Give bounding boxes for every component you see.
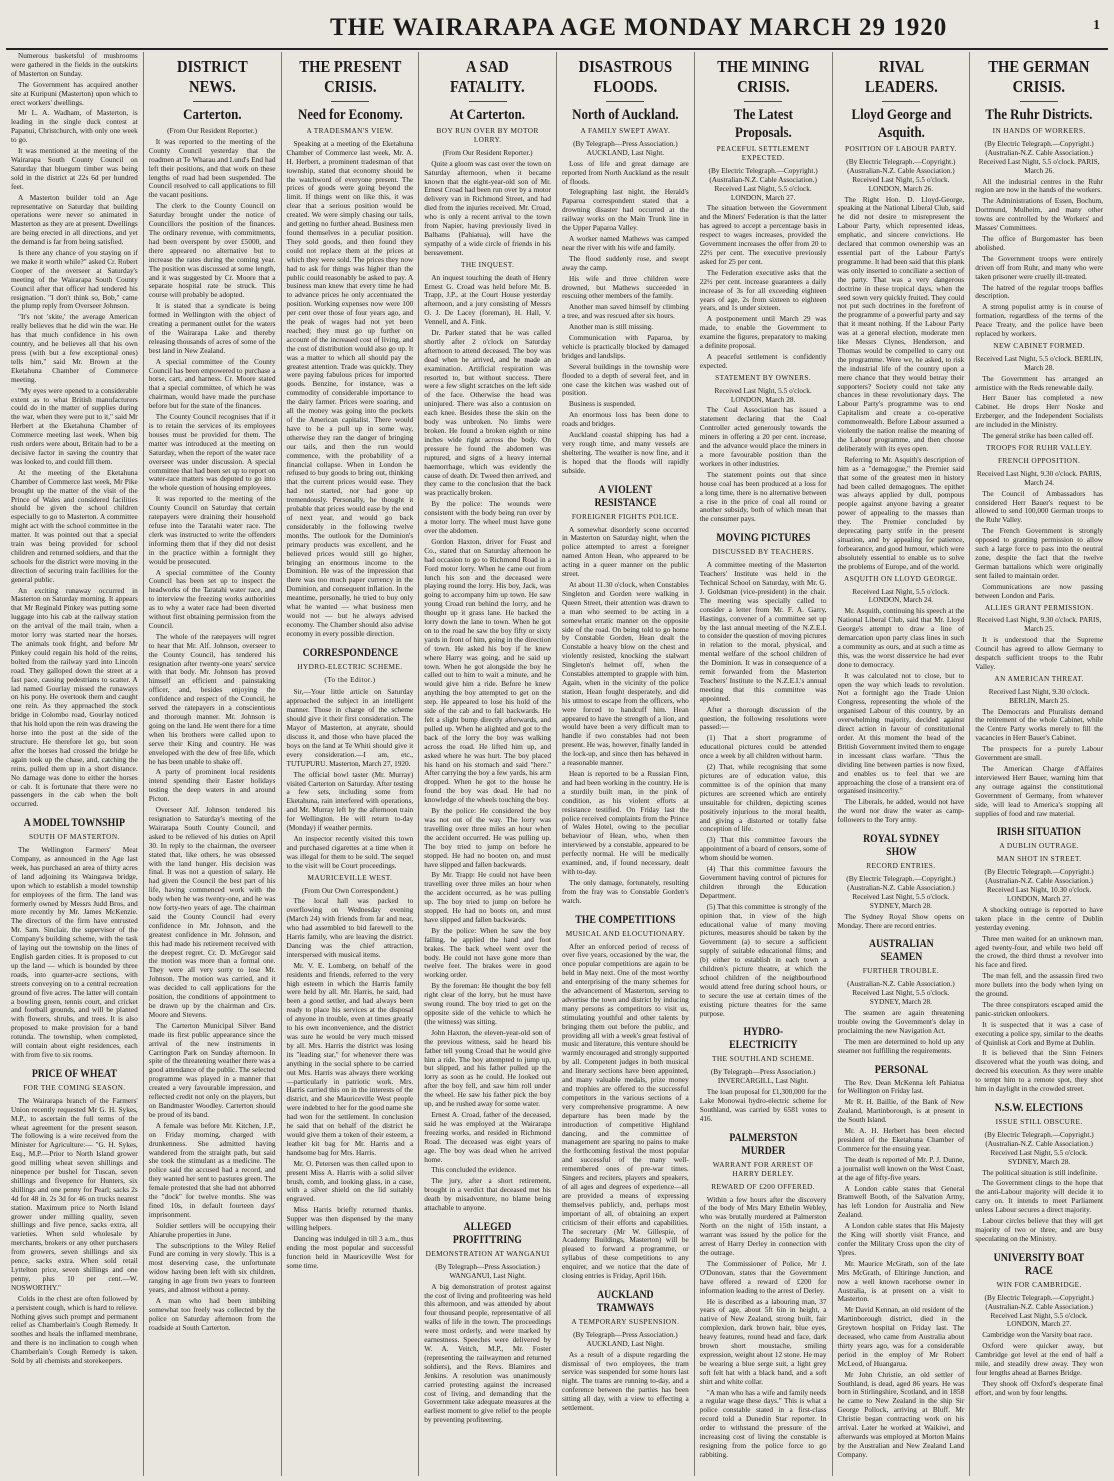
article-subheadline: The Ruhr Districts. [985,107,1093,123]
paragraph: By the police: The wounds were consistent with the body being run over by a motor lorry. The wheel must have gone over the abdomen. [424,499,551,535]
section-subheading: POSITION OF LABOUR PARTY. [845,144,957,153]
paragraph: The Sydney Royal Show opens on Monday. There are record entries. [837,911,965,930]
paragraph: A worker named Mathews was camped near the river with his wife and family. [562,233,689,252]
section-subheading: PEACEFUL SETTLEMENT EXPECTED. [716,144,810,162]
paragraph: Colds in the chest are often followed by a persistent cough, which is hard to relieve. Nothing gives such prompt and permanent relief as Chamberlain's Cough Remedy. It soothes and heals the inflamed membrane, and there is no inclination to cough when Chamberlain's Cough Remedy is taken. Sold by all chemists and storekeepers. [11,1293,138,1366]
paragraph: Mr. V. E. Lomberg, on behalf of the residents and friends, referred to the very high esteem in which the Harris family were held by all. Mr. Harris, he said, had been a good settler, and had always been ready to place his services at the disposal of anyone in trouble, even at times greatly to his own inconvenience, and the district was sure he would be very much missed by all. Mrs. Harris the district was losing its "leading star," for whenever there was anything in the social sphere to be carried out Mrs. Harris was always there working—particularly in patriotic work. Mrs. Harris carried this on in the interests of the district, and she Mauriceville West people were indebted to her for the good name she had won for the settlement. In conclusion he said that on behalf of the district he would give them a token of their esteem, a leather kit bag for Mr. Harris and a handsome bag for Mrs. Harris. [286,960,414,1157]
paragraph: A somewhat disorderly scene occurred in Masterton on Saturday night, when the police attempted to arrest a foreigner named Anton Hean, who appeared to be acting in a queer manner on the public street. [562,524,689,579]
paragraph: Mr. A. H. Herbert has been elected president of the Eketahuna Chamber of Commerce for the ensuing year. [837,1126,965,1153]
paragraph: Another man is still missing. [569,322,654,332]
section-heading: AUCKLAND TRAMWAYS [596,1288,654,1314]
byline: (By Electric Telegraph.—Copyright.) (Australian-N.Z. Cable Association.) Received Last Night, 5.5 o'clock. LONDON, March 27. [984,1292,1094,1329]
paragraph: The Commissioner of Police, Mr J. O'Donovan, states that the Government have offered a reward of £200 for information leading to the arrest of Derley. [699,1258,827,1295]
section-heading: A VIOLENT RESISTANCE [594,483,657,509]
article-headline: DISTRICT NEWS. [176,57,248,96]
paragraph: Business is suspended. [569,399,636,409]
paragraph: A Masterton builder told an Age representative on Saturday that building operations were never so animated in Masterton as they are at present. Dwellings are being erected in all directions, and yet the demand is far from being satisfied. [11,192,138,247]
paragraph: Dancing was indulged in till 3 a.m., thus ending the most popular and successful function held in Mauriceville West for some time. [286,1233,414,1270]
paragraph: The statement points out that since house coal has been produced at a loss for a long time, there is no alternative between a rise in the price of coal all round or another subsidy, both of which mean that the consumer pays. [699,469,827,524]
paragraph: The seamen are again threatening trouble owing the Government's delay in proclaiming the new Navigation Act. [837,1008,965,1035]
paragraph: He is described as a labouring man, 37 years of age, about 5ft 6in in height, a native of New Zealand, strong built, fair complexion, dark brown hair, blue eyes, heavy features, round head and face, dark brown short moustache, smiling expression, weight about 12 stone. He may be wearing a blue serge suit, a light grey soft felt hat with a black band, and a soft shirt and white collar. [699,1296,827,1386]
section-subheading: STATEMENT BY OWNERS. [715,372,812,382]
section-subheading: WIN FOR CAMBRIDGE. [996,1279,1082,1289]
paragraph: An exciting runaway occurred in Masterton on Saturday morning. It appears that Mr Reginald Pinkey was putting some luggage into his cab at the railway station on the arrival of the mail train, when a motor lorry was started near the horses. The animals took fright, and before Mr Pinkey could regain his hold of the reins, bolted from the railway yard into Lincoln road. They galloped down the street at a fast pace, causing pedestrians to scatter. A lad named Gourlay missed the runaways on his pony. He overtook them and caught one rein. As they approached the stock bridge in Colombo road, Gourlay noticed that his hold upon the rein was drawing the horse into the post at the side of the structure. He therefore let go, but soon after the horses had crossed the bridge he again took up the chase, and, catching the reins, pulled them up in a short distance. No damage was done to either the horses or cab. It is fortunate that there were no passengers in the cab when the bolt occurred. [11,585,138,809]
paragraph: The French Government is strongly opposed to granting permission to allow such a large force to pass into the neutral zone, despite the fact that the twelve German battalions which were originally sent failed to maintain order. [975,526,1103,580]
article-headline: DISASTROUS FLOODS. [578,57,673,96]
byline: (By Electric Telegraph.—Copyright.) (Australian-N.Z. Cable Association.) Received Last Night, 5.5 o'clock. LONDON, March 27. [708,165,818,202]
paragraph: Miss Harris briefly returned thanks. Supper was then dispensed by the many willing helpers. [286,1205,414,1233]
headline-rule [744,101,782,102]
paragraph: Is there any chance of you staying on if we make it worth while?" asked Cr. Robert Cooper of the overseer at Saturday's meeting of the Wairarapa South County Council after that officer had tendered his resignation. "I don't think so, Bob," came the plump reply from Overseer Johnson. [11,248,138,311]
paragraph: Another man saved himself by climbing a tree, and was rescued after six hours. [562,302,689,321]
paragraph: The official bowl taster (Mr. Murray) visited Carterton on Saturday. After testing a few sets, including some from Eketahuna, rain interfered with operations, and Mr. Murray left by the afternoon train for Wellington. He will return to-day (Monday) if weather permits. [286,769,414,833]
paragraph: Mr. O. Petersen was then called upon to present Miss A. Harris with a solid silver brush, comb, and looking glass, in a case, with a silver shield on the lid suitably engraved. [286,1158,414,1204]
section-subheading: FOREIGNER FIGHTS POLICE. [571,511,679,521]
paragraph: His wife and three children were drowned, but Mathews succeeded in rescuing other members of the family. [562,273,689,301]
section-subheading: IN HANDS OF WORKERS. [992,126,1086,135]
byline: (From Our Own Correspondent.) [301,885,399,895]
section-subheading: BOY RUN OVER BY MOTOR LORRY. [436,126,539,144]
paragraph: The Coal Association has issued a statement declaring that the Coal Controller acted generously towards the miners in offering a 20 per cent. increase, and the advance would place the miners in a more favourable position than the workers in other industries. [699,405,827,468]
paragraph: A strong populist army is in course of formation, regardless of the terms of the Peace Treaty, and the police have been replaced by workers. [975,302,1103,339]
paragraph: Dr. Parker stated that he was called shortly after 2 o'clock on Saturday afternoon to attend deceased. The boy was dead when he arrived, and he made an examination. Artificial respiration was resorted to, but without success. There were a few slight scratches on the left side of the face. Otherwise the head was uninjured. There was also a contusion on each knee. Besides these the skin on the body was unbroken. No limbs were broken. He found a broken eighth or nine inches wide right across the body. On pressure he found the abdomen was ruptured, and signs of a heavy internal haemorrhage, which was evidently the cause of death. Dr. Tweed then arrived, and they came to the conclusion that the back was practically broken. [424,328,551,498]
paragraph: Ernest A. Croad, father of the deceased, said he was employed at the Wairarapa freezing works, and resided in Richmond Road. The deceased was eight years of age. The boy was dead when he arrived home. [424,1109,551,1164]
paragraph: Herr Bauer has completed a new Cabinet. He drops Herr Noske and Erzberger, and the Independent Socialists are included in the Ministry. [975,393,1103,430]
article-subheadline: At Carterton. [450,107,526,123]
section-heading: PALMERSTON MURDER [729,1131,798,1157]
column-2 [144,52,282,1476]
page-number: 1 [1093,18,1100,33]
article-headline: THE PRESENT CRISIS. [298,57,401,96]
paragraph: The County Council recognises that if it is to retain the services of its employees houses must be provided for them. The matter was introduced at the meeting on Saturday, when the report of the water race overseer was under discussion. A special committee that had been set up to report on water-race matters was deputed to go into the whole question of housing employees. [148,412,276,493]
paragraph: The Government clings to the hope that the anti-Labour majority will decide it to carry on. It intends to meet Parliament unless Labour secures a direct majority. [975,1178,1103,1215]
paragraph: Mr L. A. Wadham, of Masterton, is leading in the single duck contest at Papanui, Christchurch, with only one week to go. [11,108,138,145]
paragraph: At about 11.30 o'clock, when Constables Singleton and Gorden were walking in Queen Street, their attention was drawn to a man who seemed to be acting in a somewhat erratic manner on the opposite side of the road. On being told to go home by Constable Gorden, Hean dealt the Constable a heavy blow on the chest and violently resisted, knocking the stalwart Singleton's helmet off, when the Constables attempted to grapple with him. Again, when in the vicinity of the police station, Hean fought desperately, and did his utmost to escape from the officers, who were forced to handcuff him. Hean appeared to have the strength of a lion, and would have been a very difficult man to handle if two constables had not been present. He was, however, finally landed in the lock-up, and since then has behaved in a reasonable manner. [562,579,689,768]
paragraph: The flood suddenly rose, and swept away the camp. [562,253,689,272]
column-7 [833,52,971,1476]
masthead [0,0,1114,42]
byline: (By Electric Telegraph.—Copyright.) (Australian-N.Z. Cable Association.) Received Last Night, 5.5 o'clock. SYDNEY, March 28. [846,873,956,910]
paragraph: By the foreman: He thought the boy fell right clear of the lorry, but he must have swung round. The boy tried to get on the opposite side of the vehicle to which he (the witness) was sitting. [424,981,551,1026]
byline: (By Electric Telegraph.—Copyright.) (Australian-N.Z. Cable Association.) Received Last Night, 5.5 o'clock. SYDNEY, March 28. [984,1129,1094,1166]
section-subheading: A TEMPORARY SUSPENSION. [571,1316,680,1326]
paragraph: It is suspected that it was a case of executing a police spy, similar to the deaths of Quinlisk at Cork and Byrne at Dublin. [975,1019,1103,1047]
column-6 [695,52,833,1476]
paragraph: (1) That a short programme of educational pictures could be attended once a week by all children without harm. [699,733,827,761]
paragraph: The general strike has been called off. [982,431,1094,441]
paragraph: A party of prominent local residents intend spending their Easter holidays testing the deep waters in and around Picton. [148,767,276,804]
paragraph: The Wellington Farmers' Meat Company, as announced in the Age last week, has purchased an area of thirty acres of land adjoining its Waingawa bridge, upon which to establish a model township for employees of the firm. The land was formerly owned by Messrs Judd Bros, and more recently by Mr. James McKenzie. The directors of the firm have entrusted Mr. Sam. Sinclair, the supervisor of the Company's building scheme, with the task of laying out the township on the lines of English garden cities. It is proposed to cut up the land — which is bounded by three roads, into quarter-acre sections, with streets conveying on to a central recreation ground of five acres. The latter will contain a bowling green, tennis court, and cricket and football grounds, and will be planted with flowers, shrubs, and trees. It is also proposed to make provision for a band rotunda. The township, when completed, will contain about eight residences, each with from five to six rooms. [11,845,138,1059]
byline: (By Telegraph—Press Association.) AUCKLAND, Last Night. [573,138,678,157]
paragraph: The only damage, fortunately, resulting from the fray was to Constable Gorden's watch. [562,877,689,905]
section-subheading: DISCUSSED BY TEACHERS. [712,547,814,557]
masthead-title: THE WAIRARAPA AGE MONDAY MARCH 29 1920 [330,14,948,41]
section-heading: MOVING PICTURES [716,532,811,545]
paragraph: A special committee of the County Council has been set up to inspect the headworks of the Taratahi water race, and to interview the freezing works authorities as to why a water race had been diverted without first obtaining permission from the Council. [148,567,276,630]
paragraph: The Liberals, he added, would not have the word nor draw the water as camp-followers to the Tory army. [837,797,965,825]
section-subheading: MAURICEVILLE WEST. [307,872,393,882]
paragraph: Three men waited for an unknown man, aged twenty-four, and while two held off the crowd, the third thrust a revolver into his face and fired. [975,933,1103,970]
paragraph: Communication with Paparoa, by vehicle is practically blocked by damaged bridges and landslips. [562,333,689,360]
paragraph: Quite a gloom was cast over the town on Saturday afternoon, when it became known that the eight-year-old son of Mr. Ernest Croad had been run over by a motor delivery van in Richmond Street, and had died from the injuries received. Mr. Croad, who is only a recent arrival to the town from Napier, having previously lived in Balhams (Pahiatua), will have the sympathy of a wide circle of friends in his bereavement. [424,158,551,257]
paragraph: A special committee of the County Council has been empowered to purchase a horse, cart, and harness. Cr. Moore stated that a special committee, of which he was chairman, would have made the purchase before but for the state of the finances. [148,356,276,411]
section-subheading: ASQUITH ON LLOYD GEORGE. [843,573,958,583]
section-subheading: FRENCH OPPOSITION. [998,455,1081,465]
section-heading: ALLEGED PROFITTRING [453,1220,523,1246]
section-heading: ROYAL SYDNEY SHOW [862,833,940,859]
byline: (By Electric Telegraph.—Copyright.) (Australian-N.Z. Cable Association.) Received Last Night, 5.5 o'clock. LONDON, March 26. [846,156,956,193]
headline-rule [1020,101,1058,102]
paragraph: Overseer Alf. Johnson tendered his resignation to Saturday's meeting of the Wairarapa South County Council, and asked to be relieved of his duties on April 30. In reply to the chairman, the overseer stated that, like others, he was obsessed with the land hunger. His decision was final. It was not a question of salary. He had given the Council the best part of his life, having commenced work with the body when he was twenty-one, and he was now forty-two years of age. The chairman said the County Council had every confidence in Mr. Johnson, and the greatest confidence in Mr. Johnson, and this had made his retirement received with the deepest regret. Cr. D. McGregor said the motion was more than a formal one. They were all very sorry to lose Mr. Johnson. The motion was carried, and it was decided to call applications for the position, the conditions of appointment to be drawn up by the chairman and Crs. Moore and Stevens. [148,805,276,1019]
column-4 [419,52,557,1476]
paragraph: The American Charge d'Affaires interviewed Herr Bauer, warning him that any outrage against the constitutional Government of Germany, from whatever side, will lead to America's stopping all supplies of food and raw material. [975,764,1103,818]
section-subheading: MAN SHOT IN STREET. [996,854,1082,864]
paragraph: Speaking at a meeting of the Eketahuna Chamber of Commerce last week, Mr. A. H. Herbert, a prominent tradesman of that township, stated that economy should be the watchword of everyone present. The prices of goods were going beyond the limit. If things went on like this, it was clear that a serious position would be created. We were simply chasing our tails, and getting no further ahead. Business men found themselves in a peculiar position. They sold goods, and then found they could not replace them at the prices at which they were sold. The prices they now had to ask for things was higher than the public could reasonably be asked to pay. A business man knew that every time he had to advance prices he only accentuated the position. Working expenses now were 100 per cent over those of four years ago, and the peak of wages had not yet been reached; they must go up further on account of the increased cost of living, and the cost of distribution would also go up. It was a matter to which all should pay the greatest attention. Trade was quickly. They were paying fabulous prices for imported goods. Benzine, for instance, was a commodity of considerable importance to the dairy farmer. Prices were soaring, and all the money was going into the pockets of the American capitalist. There would have to be a pull up in some way, otherwise they ran the danger of bringing our tails, and then the run would commence, with the probability of a financial collapse. When in London he refused to buy goods to bring out, thinking that the current prices would ease. They had not started, nor had gone up tremendously. Personally, he thought it probable that prices would ease by the end of next year, and would go back considerably in the following twelve months. The outlook for the Dominion's primary products was excellent, and he believed prices would still go higher, bringing an enormous income to the Dominion. He was of the impression that there was too much paper currency in the Dominion, and consequent inflation. In the meantime, personally, he tried to buy only what he wanted — what business men would not — but he always advised economy. The Chamber should also advise economy in every possible direction. [286,138,414,638]
paragraph: The situation between the Government and the Miners' Federation is that the latter has agreed to accept a percentage basis in respect to wages increases, provided the Government increases the offer from 20 to 22½ per cent. The executive previously asked for 25 per cent. [699,203,827,266]
paragraph: Mr John Christie, an old settler of Southland, is dead, aged 86 years. He was born in Stirlingshire, Scotland, and in 1858 he came to New Zealand in the ship Sir George Pollock, arriving at Bluff. Mr Christie began contracting work on his arrival. Later he worked at Waikiwi, and afterwards was employed at Morton Mains by the Australian and New Zealand Land Company. [837,1369,965,1459]
byline: (By Telegraph—Press Association.) INVERCARGILL, Last Night. [710,1067,816,1086]
byline: Received Last Night, 9.30 o'clock. PARIS, March 25. [976,615,1102,634]
article-subheadline: Carterton. [182,107,242,123]
paragraph: By the police: When he saw the boy falling, he applied the hand and foot brakes. The back wheel went over the body. He could not have gone more than twelve feet. The brakes were in good working order. [424,925,551,980]
section-subheading: NEW CABINET FORMED. [993,340,1085,350]
paragraph: The office of Burgomaster has been abolished. [975,233,1103,252]
article-subheadline: The Latest Proposals. [733,107,793,141]
paragraph: Mr. Asquith, continuing his speech at the National Liberal Club, said that Mr. Lloyd George's attempt to draw a line of demarcation upon party class lines in such a community as ours, and at such a time as this, was the worst disservice he had ever done to democracy. [837,606,965,669]
paragraph: The political situation is still indefinite. [982,1167,1098,1177]
paragraph: Oxford were quicker away, but Cambridge got level at the end of half a mile, and steadily drew away. They won four lengths ahead at Barnes Bridge. [975,1341,1103,1377]
paragraph: The local hall was packed to overflowing on Wednesday evening (March 24) with friends from far and near, who had assembled to bid farewell to the Harris family, who are leaving the district. Dancing was the chief attraction, interspersed with musical items. [286,896,414,959]
byline: (By Electric Telegraph.—Copyright.) (Australian-N.Z. Cable Association.) Received Last Night, 5.5 o'clock. PARIS, March 26. [978,138,1100,175]
paragraph: It is understood that the Supreme Council has agreed to allow Germany to despatch sufficient troops to the Ruhr Valley. [975,635,1103,671]
paragraph: (2) That, while recognising that some pictures are of education value, this committee is of the opinion that many pictures are screened which are entirely unsuitable for children, depicting scenes positively injurious to the moral health, and giving a distorted or totally false conception of life. [699,762,827,834]
section-heading: N.S.W. ELECTIONS [995,1102,1084,1114]
paragraph: Sir,—Your little article on Saturday approached the subject in an intelligent manner. Those in charge of the scheme should give it their first consideration. The Mayor of Masterton, at anyrate, should discuss it, and those who have placed the boys on the land at Te Whiti should give it every consideration.—I am, etc., TUTUPURU. Masterton, March 27, 1920. [286,687,414,768]
article-subheadline: North of Auckland. [572,107,679,123]
paragraph: A shocking outrage is reported to have taken place in the centre of Dublin yesterday evening. [975,904,1103,932]
section-subheading: TROOPS FOR RUHR VALLEY. [986,443,1093,452]
paragraph: An inquest touching the death of Henry Ernest G. Croad was held before Mr. B. Trapp, J.P., at the Court House yesterday afternoon, and a jury consisting of Messrs O. J. De Lacey (foreman), H. Hall, V. Vennell, and A. Fink. [424,272,551,327]
paragraph: The loan proposal for £1,300,000 for the Lake Monowai hydro-electric scheme for Southland, was carried by 6581 votes to 416. [699,1087,827,1123]
paragraph: It was reported to the meeting of the County Council yesterday that the roadmen at Te Wharau and Lund's End had left their positions, and that work on these lengths of road had been suspended. The Council resolved to call applications to fill the vacant positions. [148,136,276,200]
article-headline: RIVAL LEADERS. [864,57,938,96]
column-5 [557,52,695,1476]
byline: (By Telegraph—Press Association.) AUCKLAND, Last Night. [573,1329,678,1348]
article-headline: THE MINING CRISIS. [717,57,810,96]
paragraph: It is stated that a syndicate is being formed in Wellington with the object of creating a permanent outlet for the waters of the Wairarapa Lake and thereby releasing thousands of acres of some of the best land in New Zealand. [148,301,276,355]
section-subheading: A DUBLIN OUTRAGE. [999,841,1079,851]
section-subheading: FURTHER TROUBLE. [862,966,940,976]
paragraph: The Democrats and Pluralists demand the retirement of the whole Cabinet, while the Centre Party works merely to fill the vacancies in Herr Bauer's Cabinet. [975,706,1103,743]
paragraph: Mr David Kennan, an old resident of the Martinborough district, died in the Greytown hospital on Friday last. The deceased, who came from Australia about thirty years ago, was for a considerable period in the employ of Mr Robert McLeod, of Huangarua. [837,1305,965,1368]
paragraph: By the police: He considered the boy was not out of the way. The lorry was travelling over three miles an hour when the accident occurred. He was pulling up. The boy tried to jump on before he stopped. He had no booten on, and must have slipped and fallen backwards. [424,806,551,869]
paragraph: "My eyes were opened to a considerable extent as to what British manufacturers could do in the matter of supplies during the war, when they were put to it," said Mr Herbert at the Eketahuna Chamber of Commerce meeting last week. When big rush orders were about, Britain had to be a decisive factor in saving the country that was looked to, and could fill them. [11,385,138,466]
byline: Received Last Night, 9.30 o'clock. PARIS, March 24. [976,468,1102,487]
paragraph: The Government troops were entirely driven off from Ruhr, and many who were taken prisoner were cruelly ill-treated. [975,253,1103,281]
paragraph: The Rev. Dean McKenna left Pahiatua for Wellington on Friday last. [837,1077,965,1096]
paragraph: A man who had been imbibing somewhat too freely was collected by the police on Saturday afternoon from the roadside at South Carterton. [148,1296,276,1332]
section-subheading: HYDRO-ELECTRIC SCHEME. [297,661,403,671]
paragraph: The man fell, and the assassin fired two more bullets into the body when lying on the ground. [975,971,1103,999]
section-subheading: REWARD OF £200 OFFERED. [711,1181,815,1191]
paragraph: A London cable states that General Bramwell Booth, of the Salvation Army, has left London for Australia and New Zealand. [837,1183,965,1220]
paragraph: A female was before Mr. Kitchen, J.P., on Friday morning, charged with drunkenness. She admitted having wandered from the straight path, but said she took the stimulant as a medicine. The police said the accused had a record, and they wanted her sent to pastures green. The female protested that she had not abhorred the "dock" for twelve months. She was fined 10s, in default fourteen days' imprisonment. [148,1120,276,1219]
section-heading: CORRESPONDENCE [302,646,398,659]
byline: (From Our Resident Reporter.) [442,147,533,157]
byline: Received Last Night, 5.5 o'clock. BERLIN, March 28. [975,353,1103,372]
paragraph: The three conspirators escaped amid the panic-stricken onlookers. [975,999,1103,1018]
paragraph: Telegraphing last night, the Herald's Paparoa correspondent stated that a drowning disaster had occurred at the railway works on the Main Trunk line in the Upper Paparoa Valley. [562,187,689,233]
section-subheading: FOR THE COMING SEASON. [23,1082,126,1092]
paragraph: All the industrial centres in the Ruhr region are now in the hands of the workers. [975,176,1103,195]
section-subheading: THE SOUTHLAND SCHEME. [712,1054,815,1064]
column-3 [282,52,420,1476]
section-heading: AUSTRALIAN SEAMEN [868,938,934,964]
column-1 [6,52,144,1476]
paragraph: The men are determined to hold up any steamer not fulfilling the requirements. [837,1036,965,1055]
paragraph: Communications are now passing between London and Paris. [975,581,1103,600]
paragraph: A postponement until March 29 was made, to enable the Government to examine the figures, preparatory to making a definite proposal. [699,314,827,351]
byline: Received Last Night, 5.5 o'clock. LONDON, March 24. [852,586,950,605]
column-8 [970,52,1108,1476]
paragraph: Hean is reported to be a Russian Finn, and had been working in the country. He is a sturdily built man, in the pink of condition, as his violent efforts at resistance testified. On Friday last the police received complaints from the Prince of Wales Hotel, owing to the peculiar behaviour of Hean, who, when then interviewed by a constable, appeared to be perfectly normal. He will be medically examined, and, if found necessary, dealt with to-day. [562,769,689,876]
news-columns [6,52,1108,1476]
paragraph: (3) That this committee favours the appointment of a board of censors, some of whom should be women. [699,835,827,863]
article-subheadline: Need for Economy. [297,107,403,123]
section-subheading: RECORD ENTRIES. [866,861,936,871]
paragraph: The subscriptions to the Wiley Relief Fund are coming in very slowly. This is a most deserving case, the unfortunate widow having been left with six children, ranging in age from two years to fourteen years, and almost without a penny. [148,1240,276,1295]
masthead-rule [6,48,1108,50]
section-subheading: (To the Editor.) [324,674,376,684]
section-heading: PERSONAL [874,1063,928,1076]
paragraph: The Carterton Municipal Silver Band made its first public appearance since the arrival of the new instruments in Carrington Park on Sunday afternoon. In spite of the threatening weather there was a good attendance of the public. The selected programme was played in a manner that created a very favourable impression, and reflected credit not only on the players, but on Bandmaster Woodley. Carterton should be proud of its band. [148,1020,276,1119]
paragraph: The hatred of the regular troops baffles description. [975,282,1103,301]
paragraph: The Federation executive asks that the 22½ per cent. increase guarantees a daily increase of 3s for all exceeding eighteen years of age, 2s from sixteen to eighteen years, and 1s under sixteen. [699,267,827,313]
article-subheadline: Lloyd George and Asquith. [851,107,951,141]
paragraph: John Haxton, the eleven-year-old son of the previous witness, said he heard his father tell young Croad that he would give him a ride. The boy attempted to jump up, but slipped, and his father pulled up the lorry as soon as he could. He looked out after the boy fell, and saw him roll under the wheel. He saw his father pick the boy up, and he rushed away for some water. [424,1027,551,1109]
paragraph: The Wairarapa branch of the Farmers' Union recently requested Mr G. H. Sykes, M.P., to ascertain the full terms of the wheat agreement for the present season. The following is a wire received from the Minister for Agriculture:— "G. H. Sykes, Esq., M.P.—Prior to North Island grower good milling wheat seven shillings and ninepence per bushel for Tuscan, seven shillings and fivepence for Hunters, six shillings and one penny for Pearl; sacks 2s 4d for 48 in. 2s 3d for 46 on trucks nearest station. Maximum price to North Island grower under milling quality, seven shillings and five pence, sacks extra, all varieties. When sold wholesale by merchants, brokers or any other purchasers from growers, seven shillings and six pence, sacks extra. When sold retail Lyttelton price, seven shillings and one penny, plus 10 per cent.—W. NOSWORTHY." [11,1095,138,1292]
paragraph: A committee meeting of the Masterton Teachers' Institute was held in the Technical School on Saturday, with Mr. G. J. Goldsman (vice-president) in the chair. The meeting was specially called to consider a letter from Mr. F. A. Garry, Hastings, convener of a committee set up by the last annual meeting of the N.Z.E.I. to consider the question of moving pictures in relation to the moral, physical, and mental welfare of the school children of the Dominion. It was in consequence of a remit forwarded from the Masterton Teachers' Institute to the N.Z.E.I.'s annual meeting that this committee was appointed. [699,560,827,703]
section-subheading: SOUTH OF MASTERTON. [29,832,120,842]
paragraph: By Mr. Trapp: He could not have been travelling over three miles an hour when the accident occurred, as he was pulling up. The boy tried to jump on before he stopped. He had no boots on, and must have slipped and fallen backwards. [424,870,551,924]
section-subheading: ALLIES GRANT PERMISSION. [984,602,1094,612]
paragraph: Gordon Haxton, driver for Feast and Co., stated that on Saturday afternoon he had occasion to go to Richmond Road in a Ford motor lorry. When he came out from lunch his son and the deceased were playing round the lorry. His boy, Jack, was going to accompany him up town. He saw young Croad run behind the lorry, and he thought up it grass lane. He backed the lorry down the lane to town. When he got on to the road he saw the boy fifty or sixty yards in front of him, going in the direction of town. He asked his boy if he knew where Harry was going, and he said up town. When he got alongside the boy he called out to him to wait a minute, and he would give him a ride. Before he knew anything the boy attempted to get on the step. He appeared to lose his hold of the side of the cab and to fall backwards. He felt a slight bump directly afterwards, and pulled up. When he alighted and got to the back of the lorry the boy was walking across the road. He lifted him up, and asked where he was hurt. The boy placed his hand on his stomach and said "here." After carrying the boy a few yards, his arm dropped. When he got to the house he found the boy was dead. He had no knowledge of the wheels touching the boy. [424,536,551,805]
section-subheading: ISSUE STILL OBSCURE. [995,1117,1083,1126]
paragraph: It was mentioned at the meeting of the Wairarapa South County Council on Saturday that bluegum timber was being sold in the district at 22s 6d per hundred feet. [11,146,138,191]
section-subheading: MUSICAL AND ELOCUTIONARY. [565,928,685,938]
paragraph: Mr R. H. Baillie, of the Bank of New Zealand, Martinborough, is at present in the South Island. [837,1097,965,1125]
paragraph: Loss of life and great damage are reported from North Auckland as the result of floods. [562,158,689,186]
paragraph: Mr. Maurice McGrath, son of the late Mrs McGrath, of Eltiringe Junction, and now a well known racehorse owner in Australia, is at present on a visit to Masterton. [837,1258,965,1304]
headline-rule [882,101,920,102]
paragraph: Within a few hours after the discovery of the body of Mrs Mary Ethelin Webley, who was brutally murdered at Palmerston North on the night of 15th instant, a warrant was issued by the police for the arrest of Harry Derley in connection with the outrage. [699,1194,827,1257]
section-heading: IRISH SITUATION [996,826,1082,839]
headline-rule [193,101,231,102]
paragraph: At the meeting of the Eketahuna Chamber of Commerce last week, Mr Pike brought up the matter of the visit of the Prince of Wales and considered facilities should be given the school children especially to go to Masterton. A committee might act with the school committee in the matter. It was pointed out that a special train was being provided for school children and returned soldiers, and that the schools for the district were moving in the direction of securing train facilities for the general public. [11,467,138,584]
paragraph: Labour circles believe that they will get majority of two or three, and are busy speculating on the Ministry. [975,1216,1103,1243]
section-subheading: WARRANT FOR ARREST OF HARRY DERLEY. [712,1159,814,1178]
paragraph: (4) That this committee favours the Government having control of pictures for children through the Education Department. [699,864,827,900]
paragraph: It was reported to the meeting of the County Council on Saturday that certain ratepayers were draining their household refuse into the Taratahi water race. The clerk was instructed to write the offenders informing them that if they did not desist in the practice within a fortnight they would be prosecuted. [148,494,276,566]
article-headline: A SAD FATALITY. [450,57,525,96]
section-heading: HYDRO-ELECTRICITY [728,1026,798,1052]
section-subheading: AN AMERICAN THREAT. [994,673,1084,683]
article-headline: THE GERMAN CRISIS. [988,57,1090,96]
paragraph: It was calculated not to close, but to open the way which leads to revolution. Not a fortnight ago the Trade Union Congress, representing the whole of the organised Labour of this country, by an overwhelming majority, decided against direct action in favour of constitutional order. At this moment the head of the British Government invited them to engage in incessant class warfare. "Thus the dividing line between parties is now fixed, and enables us to feel that we are approaching the close of a transient era of organised insincerity." [837,670,965,796]
paragraph: Numerous basketsful of mushrooms were gathered in the fields in the outskirts of Masterton on Sunday. [11,52,138,78]
paragraph: After an enforced period of recess of over five years, occasioned by the war, the once popular competitions are again to be held in May next. One of the most worthy and enterprising of the many schemes for the advancement of Masterton, serving to advertise the town and district by inducing many persons as competitors to visit us, stimulating youthful and other talents by bringing them out before the public, and providing all with a week's great festival of music and literature, this venture should be warmly encouraged and strongly supported by all. Competent judges in both musical and literary sections have been appointed, and many valuable medals, prize money and trophies are offered to the successful competitors in the various sections of a very comprehensive programme. A new departure has been made by the introduction of competitive Highland dancing, and the committee of management are sparing no pains to make the forthcoming festival the most popular and successful of the many well-remembered ones of pre-war times. Singers and reciters, players and speakers, of all ages and degrees of experience—all are provided a means of expressing themselves publicly, and, perhaps most important of all, of obtaining an expert criticism of their efforts and capabilities. The secretary (Mr W. Gillespie, of Academy Buildings, Masterton) will be pleased to forward a programme, or syllabus of these competitions to any enquirer, and we notice that the date of closing entries is Friday, April 16th. [562,941,689,1281]
paragraph: They shook off Oxford's desperate final effort, and won by four lengths. [975,1378,1103,1397]
headline-rule [469,101,507,102]
section-heading: A MODEL TOWNSHIP [23,817,125,830]
paragraph: The Council of Ambassadors has considered Herr Bauer's request to be allowed to send 100,000 German troops to the Ruhr Valley. [975,488,1103,525]
paragraph: This concluded the evidence. [431,1165,517,1175]
section-subheading: A FAMILY SWEPT AWAY. [580,126,671,135]
paragraph: A London cable states that His Majesty the King will shortly visit France, and confer the Military Cross upon the city of Ypres. [837,1221,965,1257]
paragraph: Referring to Mr. Asquith's description of him as a "demagogue," the Premier said that some of the greatest men in history had been called demagogues. The epithet was always applied by dull, pompous people against anyone having a greater power of appealing to the masses than they. The Premier concluded by deprecating party strife in the present situation, and by appealing for patience, forbearance, and good humour, which were absolutely essential to enable us to solve the problems of Europe, and of the world. [837,454,965,571]
paragraph: The prospects for a purely Labour Government are small. [975,744,1103,763]
paragraph: The Government has acquired another site at Kuripuni (Masterton) upon which to erect workers' dwellings. [11,79,138,107]
paragraph: The clerk to the County Council on Saturday brought under the notice of Councillors the position of the finances. The ordinary revenue, with commitments, had been overspent by over £5000, and there appeared no alternative but to increase the rates during the coming year. The position was discussed at some length, and it was suggested by Cr. Moore that a separate hospital rate be struck. This course will probably be adopted. [148,201,276,300]
section-subheading: DEMONSTRATION AT WANGANUI [425,1248,550,1258]
paragraph: Several buildings in the township were flooded to a depth of several feet, and in one case the kitchen was washed out of position. [562,361,689,398]
paragraph: The Government has arranged an armistice with the Reds renewable daily. [975,373,1103,392]
byline: (By Electric Telegraph.—Copyright.) (Australian-N.Z. Cable Association.) Received Last Night, 10.30 o'clock. LONDON, March 27. [984,867,1094,903]
paragraph: Cambridge won the Varsity boat race. [982,1330,1093,1340]
section-subheading: A TRADESMAN'S VIEW. [306,126,394,135]
section-heading: THE COMPETITIONS [575,913,676,926]
headline-rule [606,101,644,102]
byline: Received Last Night, 5.5 o'clock. LONDON, March 28. [714,385,812,404]
paragraph: "A man who has a wife and family needs a regular wage these days." This is what a police constable stated in a first-class record told a Dunedin Star reporter. In order to withstand the pressure of the increasing cost of living the constable is resigning from the police force to go rabbiting. [699,1387,827,1459]
paragraph: Auckland coastal shipping has had a very rough time, and many vessels are sheltering. The weather is now fine, and it is hoped that the floods will rapidly subside. [562,430,689,475]
paragraph: "It's not 'skite,' the average American really believes that he did win the war. He has that much confidence in his own country, and he believes all that his own press (with but a few exceptional ones) tells him," said Mr. Brown at the Eketahuna Chamber of Commerce meeting. [11,312,138,384]
paragraph: The Administrations of Essen, Bochum, Dortmund, Mulheim, and many other towns are controlled by the Workers' and Masses' Committees. [975,196,1103,233]
paragraph: The jury, after a short retirement, brought in a verdict that deceased met his death by misadventure, no blame being attachable to anyone. [424,1176,551,1213]
paragraph: (5) That this committee is strongly of the opinion that, in view of the high educational value of many moving pictures, measures should be taken by the Government (a) to secure a sufficient supply of suitable educational films; and (b) either to establish in each town a children's picture theatre, at which the school children of the neighbourhood would attend free during school hours, or to secure the use at certain times of the existing picture theatres for the same purpose. [699,901,827,1018]
paragraph: The whole of the ratepayers will regret to hear that Mr. Alf. Johnson, overseer to the County Council, has tendered his resignation after twenty-one years' service with that body. Mr. Johnson has proved himself an efficient and painstaking officer, and, besides enjoying the confidence and respect of the Council, he served the ratepayers in a conscientious and thorough manner. Mr. Johnson is going on the land. He went there for a time when his brothers were called upon to serve their King and country. He was enveloped with the dew of free life, which he has been unable to shake off. [148,631,276,766]
paragraph: Soldier settlers will be occupying their Ahiaruhe properties in June. [148,1220,276,1239]
byline: (Australian-N.Z. Cable Association.) Received Last Night, 5.5 o'clock. SYDNEY, March 28. [847,979,955,1007]
section-heading: UNIVERSITY BOAT RACE [993,1251,1085,1277]
paragraph: The death is reported of Mr. P. J. Dunne, a journalist well known on the West Coast, at the age of fifty-five years. [837,1154,965,1182]
headline-rule [331,101,369,102]
paragraph: An inspector recently visited this town and purchased cigarettes at a time when it was illegal for them to be sold. The sequel to the visit will be Court proceedings. [286,833,414,870]
byline: (From Our Resident Reporter.) [167,126,258,135]
paragraph: As a result of a dispute regarding the dismissal of two employees, the tram service was suspended for some hours last night. The trams are running to-day, and a conference between the parties has been sitting all day, with a view to effecting a settlement. [562,1349,689,1413]
paragraph: After a thorough discussion of the question, the following resolutions were passed:— [699,704,827,732]
byline: (By Telegraph—Press Association.) WANGANUI, Last Night. [435,1261,540,1280]
paragraph: It is believed that the Sinn Feiners discovered what the youth was doing, and decreed his execution. As they were unable to tempt him to a remote spot, they shot him in daylight in the crowded street. [975,1048,1103,1094]
byline: Received Last Night, 9.30 o'clock. BERLIN, March 25. [988,686,1090,705]
paragraph: The Right Hon. D. Lloyd-George, speaking at the National Liberal Club, said he did not desire to misrepresent the Labour Party, which represented ideas, emphatic, and sincere convictions. He declared that common ownership was an essential part of the Labour Party's programme. It had been said that this plank was only inserted to conciliate a section of the party. That was a very dangerous doctrine in these tropical days, when the seed sown very quickly fruited. They could not put such doctrines in the forefront of the programme of a powerful party and say that it meant nothing. If the Labour Party was at a general election, moderate men like Messrs Clynes, Henderson, and Thomas would be compelled to carry out the programme. Were we, he asked, to risk the industrial life of the country upon a mere chance that they would betray their supporters? Society could not take any chances in these revolutionary days. The Labour Party's programme was to end Capitalism and create a co-operative commonwealth. Before Labour assumed a violently the nation realise the meaning of the Labour programme, and then choose deliberately with its eyes open. [837,194,965,453]
section-subheading: THE INQUEST. [460,259,515,269]
paragraph: A big demonstration of protest against the cost of living and profiteering was held this afternoon, and was attended by about four thousand people, representative of all walks of life in the town. The proceedings were most orderly, and were marked by earnestness. Speeches were delivered by W. A. Veitch, M.P., Mr. Foster (representing the railwaymen and returned soldiers), and the Revs. Blamires and Jenkins. A resolution was unanimously carried protesting against the increased cost of living, and demanding that the Government take adequate measures at the earliest moment to give relief to the people by preventing profiteering. [424,1281,551,1425]
section-heading: PRICE OF WHEAT [31,1067,117,1080]
paragraph: An enormous loss has been done to roads and bridges. [562,410,689,429]
paragraph: A peaceful settlement is confidently expected. [699,351,827,370]
